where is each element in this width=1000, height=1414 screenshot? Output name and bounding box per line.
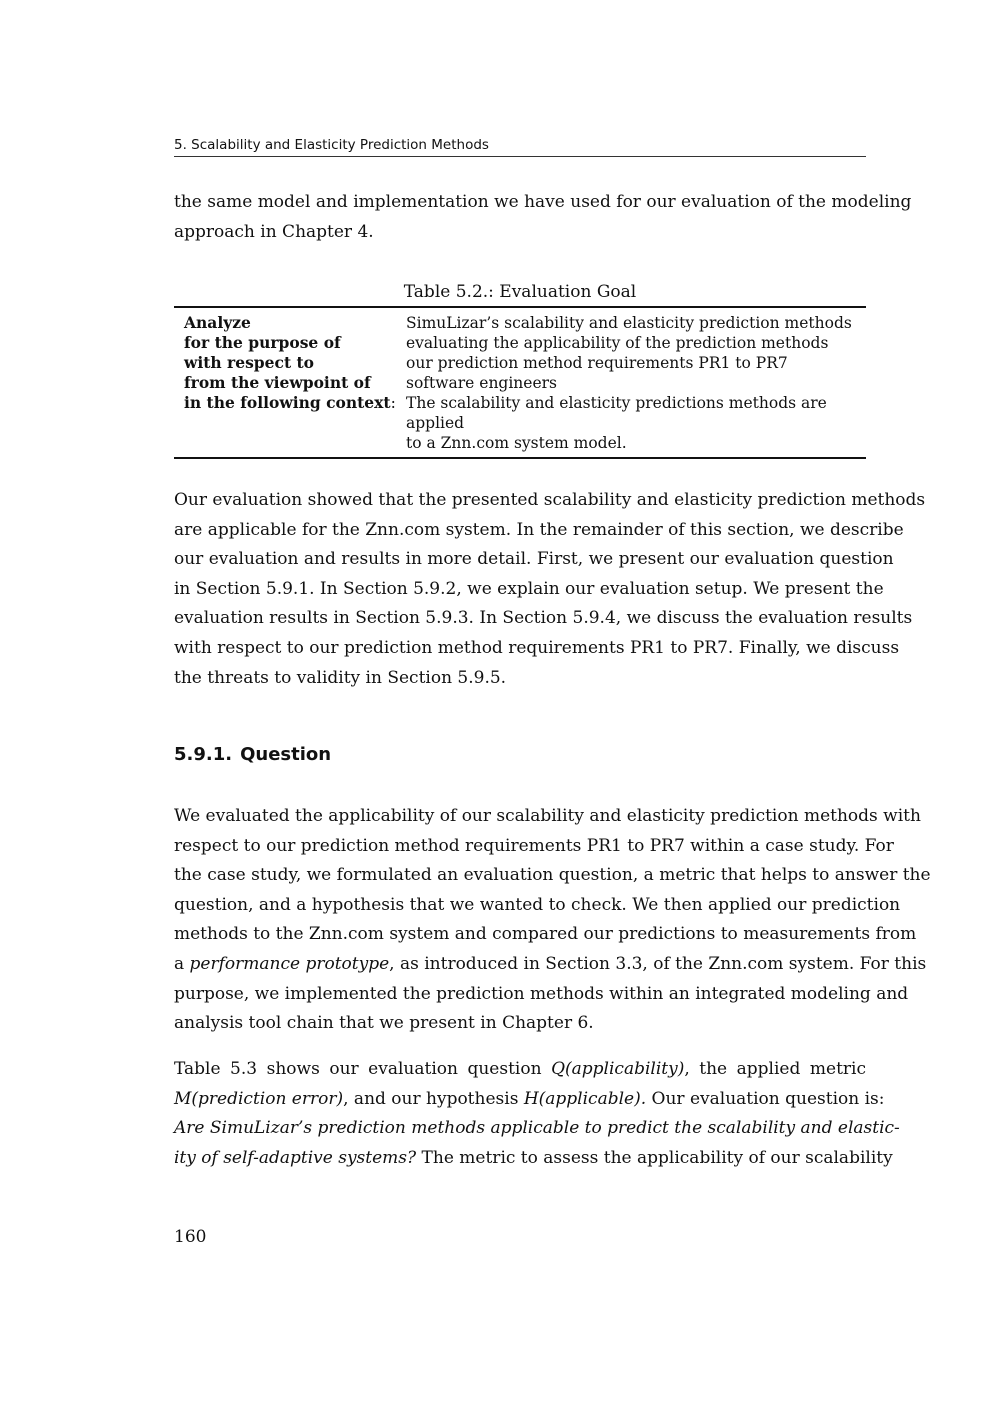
text-line: methods to the Znn.com system and compared our predictions to measurements from — [174, 924, 917, 945]
table-key-cell — [174, 393, 406, 458]
section-number: 5.9.1. — [174, 744, 233, 765]
table-value: SimuLizar’s scalability and elasticity prediction methods — [406, 314, 852, 332]
overview-paragraph — [174, 486, 926, 693]
text-line: the threats to validity in Section 5.9.5. — [174, 667, 507, 688]
table-value: software engineers — [406, 374, 557, 392]
table-key: from the viewpoint of — [184, 373, 371, 392]
emphasis: ity of self-adaptive systems? — [174, 1147, 417, 1168]
text-run: Table 5.3 shows our evaluation question — [174, 1059, 542, 1079]
page-number: 160 — [174, 1227, 207, 1247]
table-row — [174, 353, 866, 373]
table-value: our prediction method requirements PR1 to PR7 — [406, 354, 788, 372]
text-line: the same model and implementation we have used for our evaluation of the modeling — [174, 192, 912, 212]
text-line: question, and a hypothesis that we wanted to check. We then applied our prediction — [174, 894, 901, 915]
text-line: evaluation results in Section 5.9.3. In Section 5.9.4, we discuss the evaluation results — [174, 608, 913, 629]
text-line — [174, 1055, 866, 1085]
table-row — [174, 333, 866, 353]
table-caption — [174, 282, 866, 302]
table-caption-text: Table 5.2.: Evaluation Goal — [403, 282, 637, 302]
table-key: with respect to — [184, 353, 315, 372]
table-key: Analyze — [184, 313, 251, 332]
text-run: Our evaluation question is: — [651, 1088, 885, 1109]
text-line: analysis tool chain that we present in Chapter 6. — [174, 1013, 594, 1034]
text-line — [174, 1085, 885, 1115]
text-run: a — [174, 953, 185, 974]
text-run: The metric to assess the applicability of our scalability — [421, 1147, 893, 1168]
table-key: in the following context — [184, 393, 391, 412]
text-line: the case study, we formulated an evaluation question, a metric that helps to answer the — [174, 865, 931, 886]
section-heading — [174, 744, 331, 765]
emphasis: M(prediction error) — [174, 1088, 344, 1109]
text-line: with respect to our prediction method requirements PR1 to PR7. Finally, we discuss — [174, 637, 900, 658]
table-value-line: to a Znn.com system model. — [406, 434, 627, 452]
evaluation-goal-table — [174, 306, 866, 459]
text-line: approach in Chapter 4. — [174, 221, 374, 242]
table-value: evaluating the applicability of the prediction methods — [406, 334, 829, 352]
text-line: respect to our prediction method requirements PR1 to PR7 within a case study. For — [174, 835, 894, 856]
section-title: Question — [240, 744, 332, 765]
table-key: for the purpose of — [184, 333, 341, 352]
table-row — [174, 307, 866, 333]
text-line: Our evaluation showed that the presented scalability and elasticity prediction methods — [174, 490, 926, 510]
text-line — [174, 1114, 900, 1144]
text-run: , the applied metric — [684, 1059, 866, 1079]
text-line: in Section 5.9.1. In Section 5.9.2, we explain our evaluation setup. We present the — [174, 578, 884, 599]
text-line — [174, 1144, 893, 1174]
table53-paragraph — [174, 1055, 900, 1173]
table-row — [174, 373, 866, 393]
intro-paragraph — [174, 188, 912, 247]
text-line: our evaluation and results in more detail. First, we present our evaluation question — [174, 549, 894, 570]
table-row — [174, 393, 866, 458]
text-line: are applicable for the Znn.com system. In the remainder of this section, we describe — [174, 519, 904, 540]
running-header: 5. Scalability and Elasticity Prediction Methods — [174, 137, 866, 157]
text-line: purpose, we implemented the prediction methods within an integrated modeling and — [174, 983, 909, 1004]
text-line — [174, 950, 927, 980]
emphasis: performance prototype — [189, 953, 390, 974]
text-run: , as introduced in Section 3.3, of the Znn.com system. For this — [389, 953, 927, 974]
table-value-line: The scalability and elasticity predictions methods are applied — [406, 394, 827, 432]
question-paragraph — [174, 802, 931, 1039]
emphasis: H(applicable). — [523, 1088, 647, 1109]
text-line: We evaluated the applicability of our scalability and elasticity prediction methods with — [174, 806, 921, 826]
emphasis: Are SimuLizar’s prediction methods applicable to predict the scalability and elastic- — [174, 1118, 900, 1139]
emphasis: Q(applicability) — [551, 1059, 685, 1079]
table-key-colon: : — [390, 394, 396, 412]
table-value-cell — [406, 393, 866, 458]
text-run: , and our hypothesis — [343, 1088, 519, 1109]
